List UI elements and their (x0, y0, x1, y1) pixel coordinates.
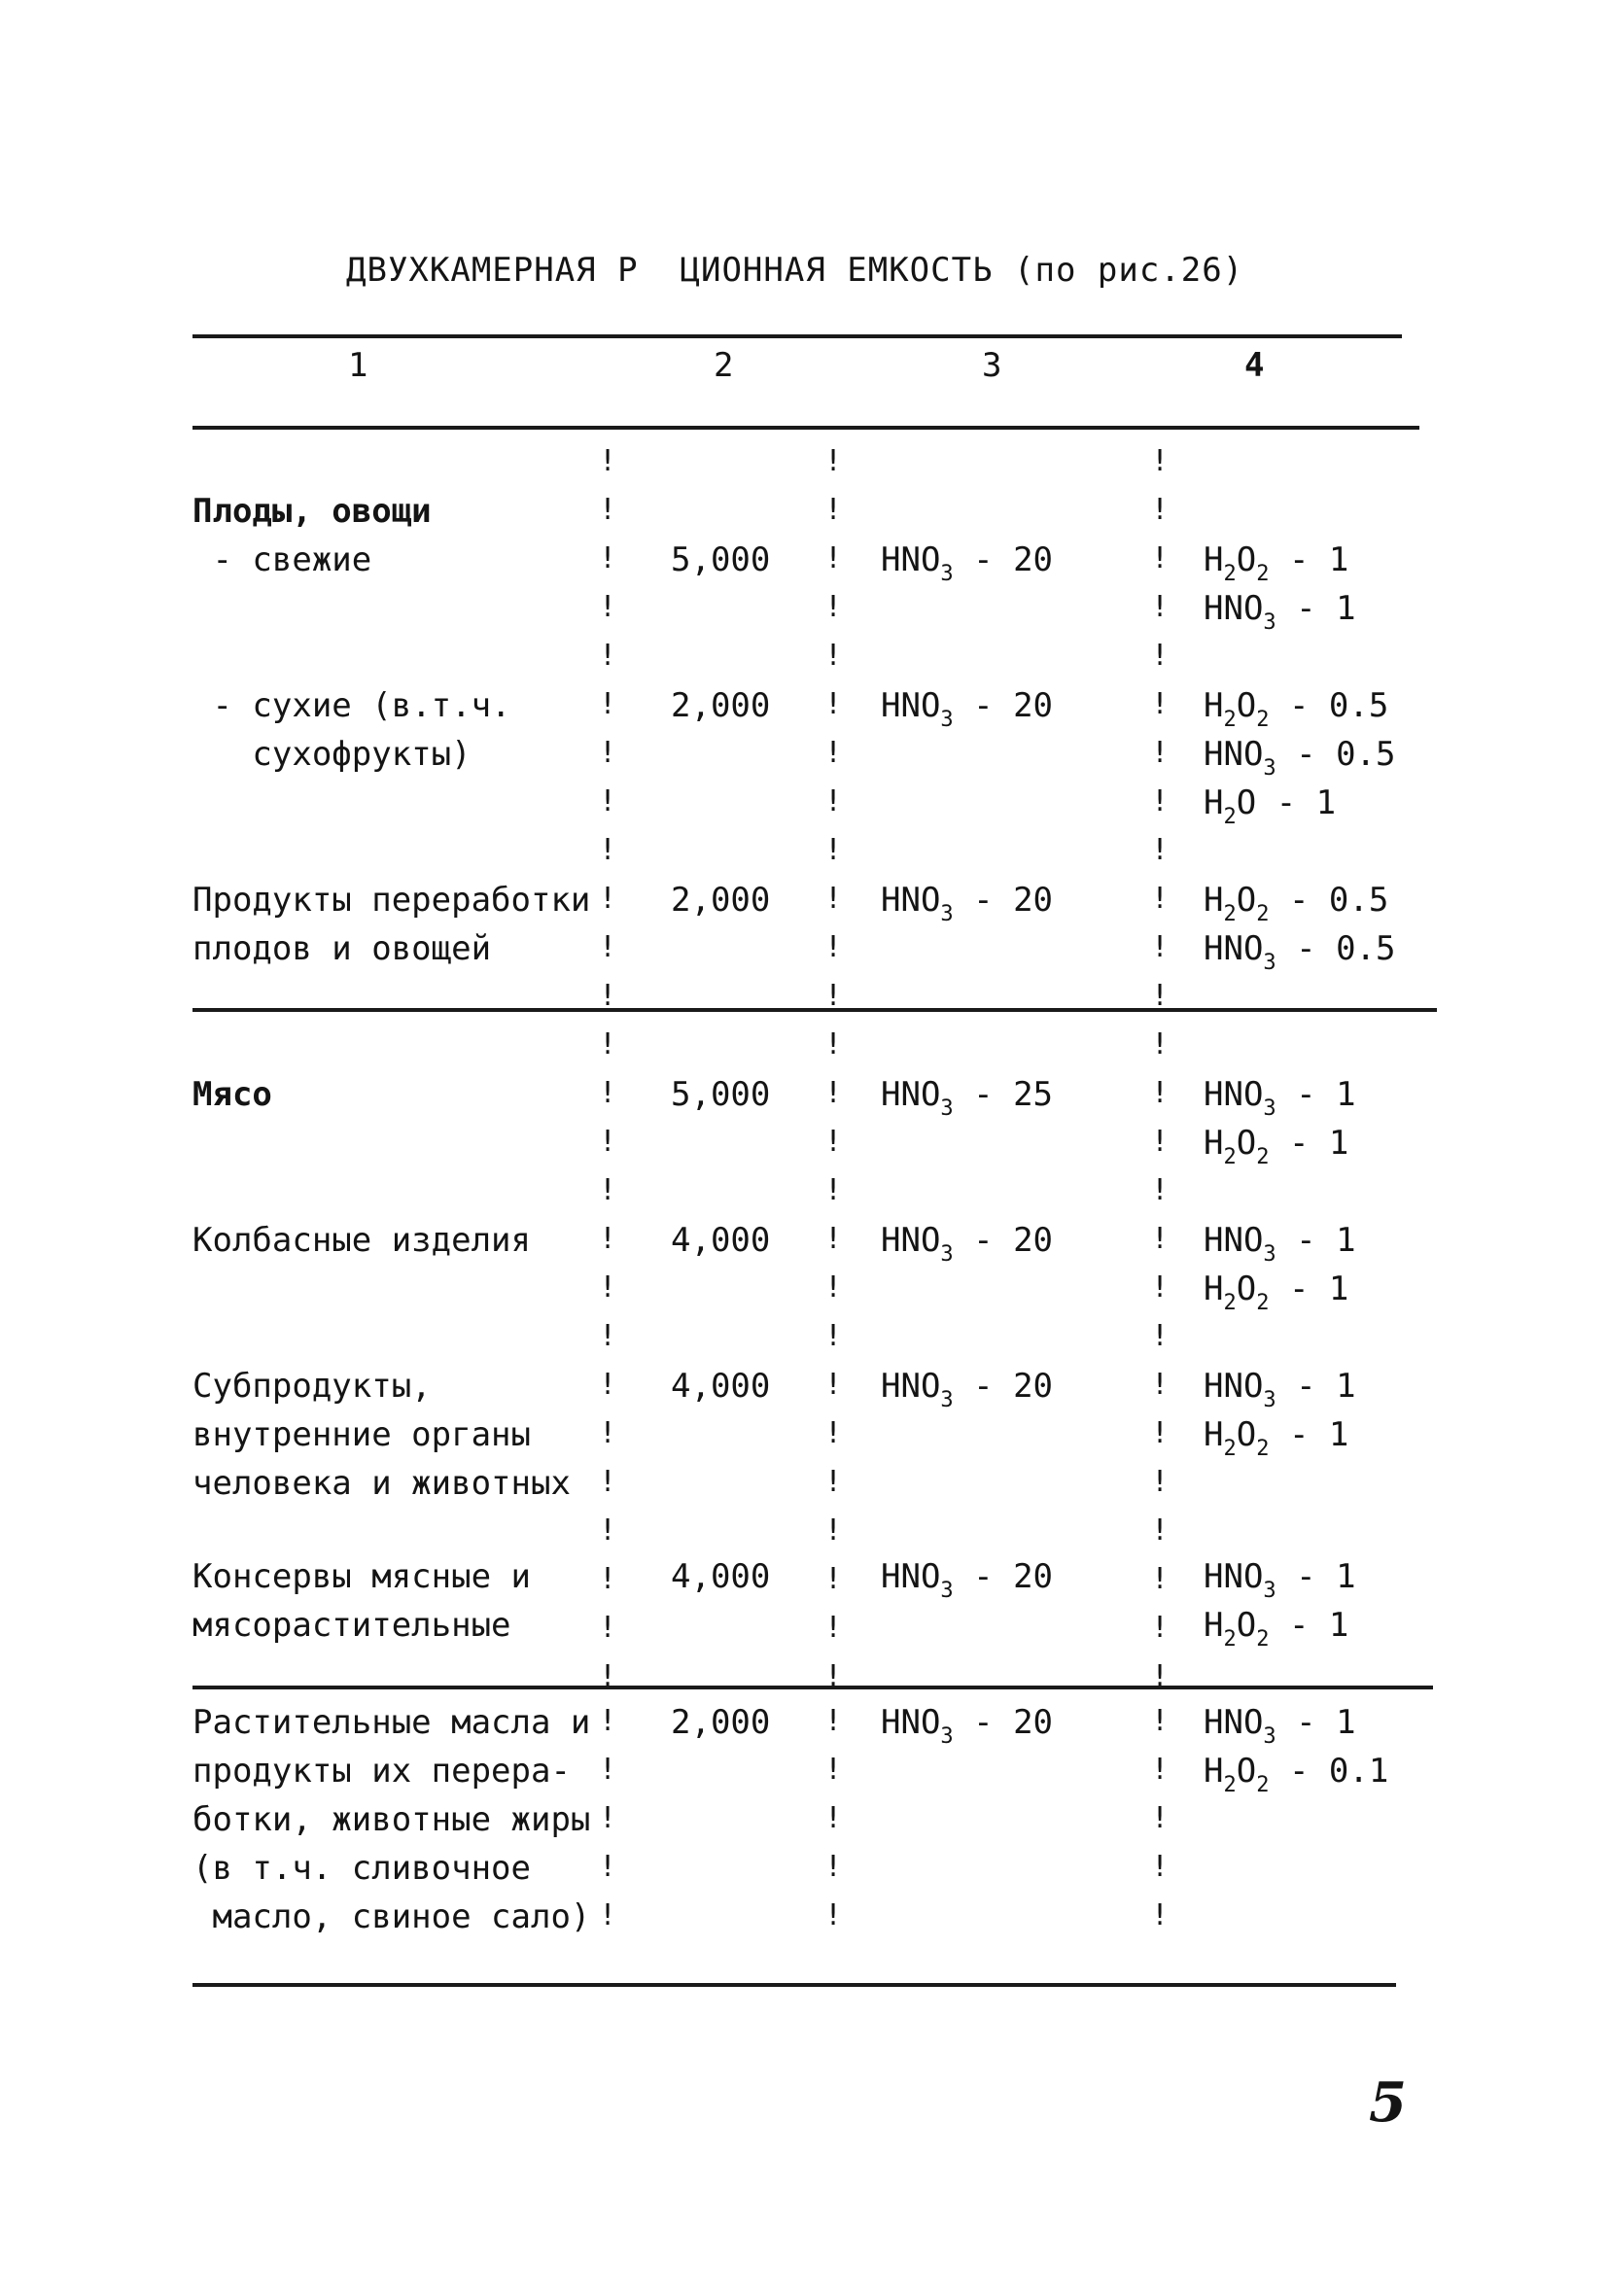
row-value-col2: 4,000 (671, 1367, 771, 1406)
row-reagent-col4: $HNO_3 - 1$ (1204, 1075, 1356, 1121)
row-label-cont: плодов и овощей (192, 929, 492, 968)
column-header-3: 3 (982, 346, 1002, 385)
row-label-cont: (в т.ч. сливочное (192, 1849, 531, 1888)
page-number: 5 (1369, 2070, 1407, 2135)
row-reagent-col3: $HNO_3 - 20$ (881, 881, 1054, 926)
row-reagent-col3: $HNO_3 - 20$ (881, 686, 1054, 732)
row-label-cont: сухофрукты) (192, 735, 472, 774)
column-header-4: 4 (1244, 346, 1265, 385)
row-value-col2: 2,000 (671, 1703, 771, 1742)
row-reagent-col4: $HNO_3 - 1$ (1204, 1703, 1356, 1749)
section-divider (192, 1686, 1433, 1689)
row-label-cont: ботки, животные жиры (192, 1800, 591, 1839)
row-reagent-col4: $HNO_3 - 1$ (1204, 1557, 1356, 1603)
section-title-fruits: Плоды, овощи (192, 492, 432, 531)
row-reagent-col4: $H_2O_2 - 1$ (1204, 1270, 1349, 1315)
row-value-col2: 4,000 (671, 1221, 771, 1260)
row-value-col2: 2,000 (671, 686, 771, 725)
row-label: Колбасные изделия (192, 1221, 531, 1260)
row-label: Продукты переработки (192, 881, 591, 920)
row-label-cont: масло, свиное сало) (192, 1897, 591, 1936)
row-reagent-col3: $HNO_3 - 20$ (881, 1557, 1054, 1603)
row-label-cont: продукты их перера- (192, 1752, 571, 1791)
row-label-cont: внутренние органы (192, 1415, 531, 1454)
row-reagent-col4: $H_2O_2 - 1$ (1204, 1606, 1349, 1652)
row-label: - сухие (в.т.ч. (192, 686, 511, 725)
row-reagent-col4: $H_2O_2 - 1$ (1204, 1415, 1349, 1461)
row-reagent-col4: $H_2O - 1$ (1204, 783, 1337, 829)
row-reagent-col4: $HNO_3 - 1$ (1204, 589, 1356, 635)
row-reagent-col3: $HNO_3 - 20$ (881, 540, 1054, 586)
table-top-rule (192, 334, 1402, 338)
row-reagent-col4: $H_2O_2 - 1$ (1204, 540, 1349, 586)
row-value-col2: 2,000 (671, 881, 771, 920)
row-value-col2: 4,000 (671, 1557, 771, 1596)
row-reagent-col4: $H_2O_2 - 0.5$ (1204, 881, 1389, 926)
row-label-cont: мясорастительные (192, 1606, 511, 1645)
row-label: Растительные масла и (192, 1703, 591, 1742)
header-bottom-rule (192, 426, 1419, 430)
document-title: ДВУХКАМЕРНАЯ Р ЦИОННАЯ ЕМКОСТЬ (по рис.26) (346, 251, 1244, 290)
row-reagent-col4: $H_2O_2 - 0.1$ (1204, 1752, 1389, 1797)
row-reagent-col4: $HNO_3 - 1$ (1204, 1367, 1356, 1412)
row-label: Субпродукты, (192, 1367, 432, 1406)
table-bottom-rule (192, 1983, 1396, 1987)
row-label-cont: человека и животных (192, 1464, 571, 1503)
row-reagent-col3: $HNO_3 - 25$ (881, 1075, 1054, 1121)
row-reagent-col4: $HNO_3 - 0.5$ (1204, 929, 1396, 975)
row-reagent-col3: $HNO_3 - 20$ (881, 1367, 1054, 1412)
row-reagent-col4: $H_2O_2 - 0.5$ (1204, 686, 1389, 732)
row-reagent-col3: $HNO_3 - 20$ (881, 1703, 1054, 1749)
row-label: Консервы мясные и (192, 1557, 531, 1596)
row-value-col2: 5,000 (671, 540, 771, 579)
row-reagent-col4: $HNO_3 - 0.5$ (1204, 735, 1396, 781)
section-title-meat: Мясо (192, 1075, 272, 1114)
section-divider (192, 1008, 1437, 1012)
row-reagent-col4: $H_2O_2 - 1$ (1204, 1124, 1349, 1169)
row-reagent-col3: $HNO_3 - 20$ (881, 1221, 1054, 1267)
column-header-1: 1 (348, 346, 368, 385)
row-value-col2: 5,000 (671, 1075, 771, 1114)
row-label: - свежие (192, 540, 372, 579)
row-reagent-col4: $HNO_3 - 1$ (1204, 1221, 1356, 1267)
column-header-2: 2 (714, 346, 734, 385)
